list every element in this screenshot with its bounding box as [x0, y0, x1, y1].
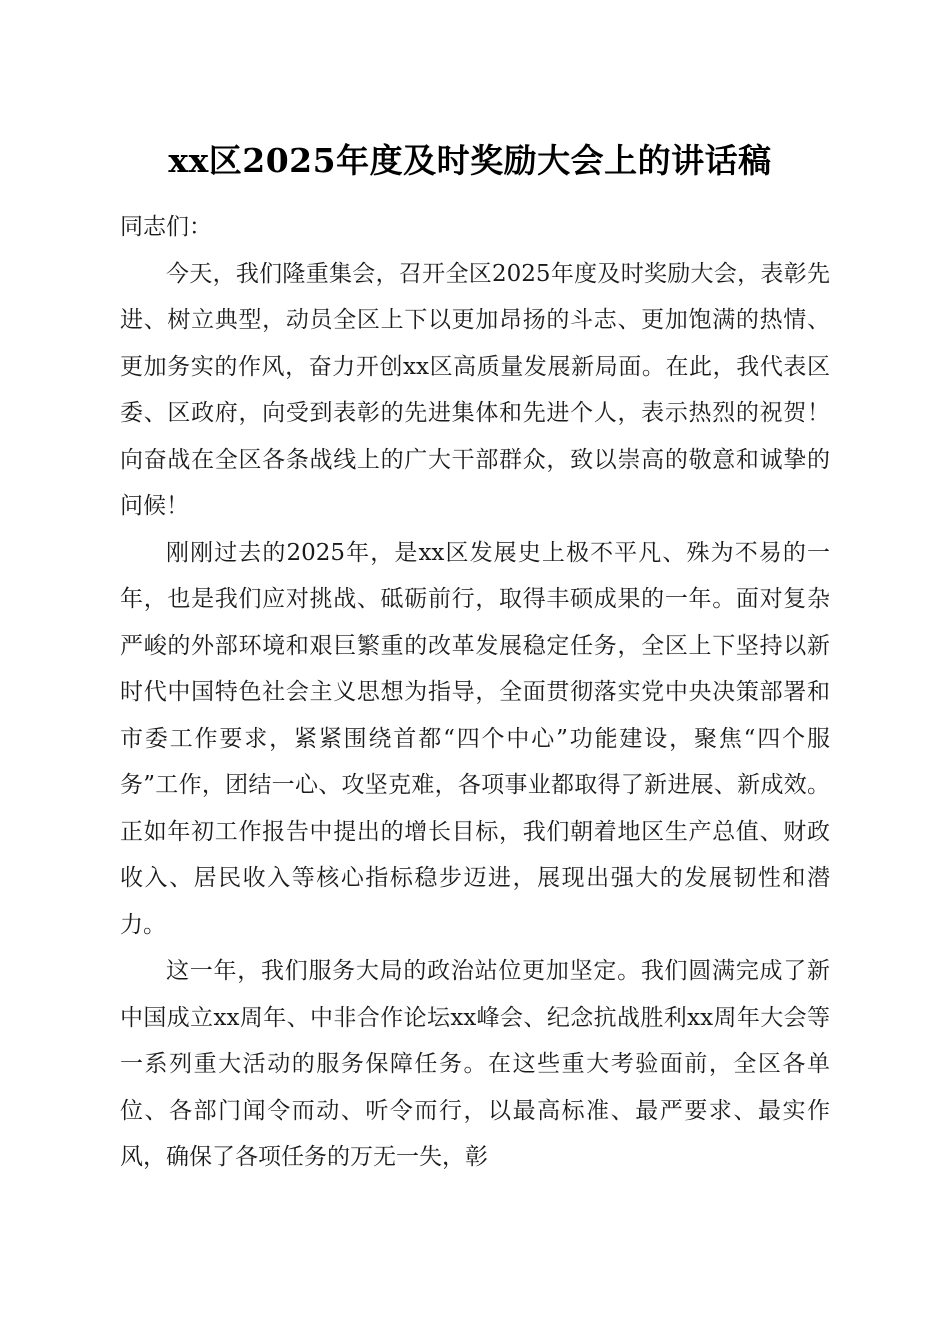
document-title: xx区2025年度及时奖励大会上的讲话稿: [168, 141, 772, 180]
paragraph-1: 今天，我们隆重集会，召开全区2025年度及时奖励大会，表彰先进、树立典型，动员全区上下以更加昂扬的斗志、更加饱满的热情、更加务实的作风，奋力开创xx区高质量发展新局面。在此，我代表区委、区政府，向受到表彰的先进集体和先进个人，表示热烈的祝贺！向奋战在全区各条战线上的广大干部群众，致以崇高的敬意和诚挚的问候！: [120, 260, 830, 519]
paragraph-3: 这一年，我们服务大局的政治站位更加坚定。我们圆满完成了新中国成立xx周年、中非合作论坛xx峰会、纪念抗战胜利xx周年大会等一系列重大活动的服务保障任务。在这些重大考验面前，全区各单位、各部门闻令而动、听令而行，以最高标准、最严要求、最实作风，确保了各项任务的万无一失，彰: [120, 958, 830, 1170]
salutation: 同志们：: [120, 214, 212, 240]
document-body: [120, 204, 830, 1181]
paragraph-2: 刚刚过去的2025年，是xx区发展史上极不平凡、殊为不易的一年，也是我们应对挑战、砥砺前行，取得丰硕成果的一年。面对复杂严峻的外部环境和艰巨繁重的改革发展稳定任务，全区上下坚持以新时代中国特色社会主义思想为指导，全面贯彻落实党中央决策部署和市委工作要求，紧紧围绕首都“四个中心”功能建设，聚焦“四个服务”工作，团结一心、攻坚克难，各项事业都取得了新进展、新成效。正如年初工作报告中提出的增长目标，我们朝着地区生产总值、财政收入、居民收入等核心指标稳步迈进，展现出强大的发展韧性和潜力。: [120, 539, 830, 938]
